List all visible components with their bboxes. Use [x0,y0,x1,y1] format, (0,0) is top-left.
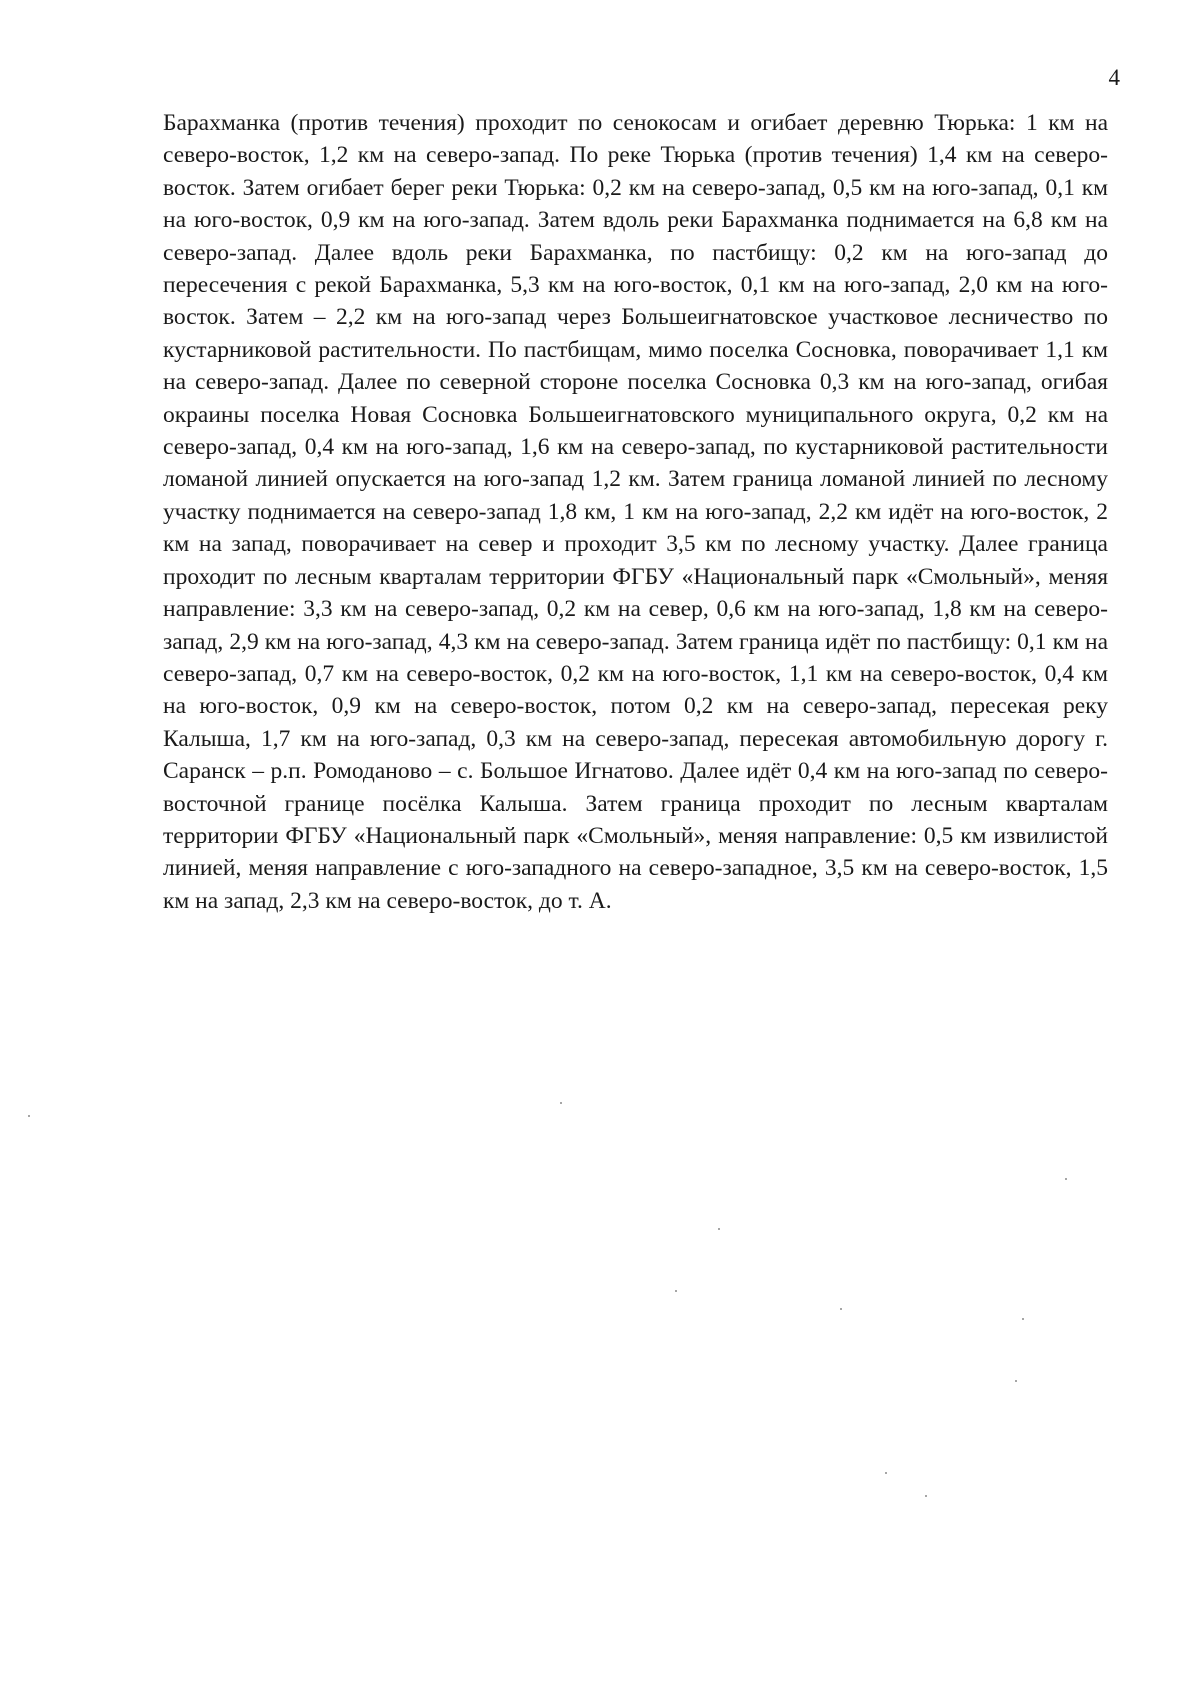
scan-speck [718,1228,720,1230]
scan-speck [925,1495,927,1497]
scan-speck [675,1290,677,1292]
scan-speck [1065,1178,1067,1180]
page-number: 4 [1108,65,1120,90]
scan-speck [560,1102,562,1104]
body-paragraph: Барахманка (против течения) проходит по сенокосам и огибает деревню Тюрька: 1 км на северо-восток, 1,2 км на северо-запад. По реке Тюрька (против течения) 1,4 км на северо-восток. Затем огибает берег реки Тюрька: 0,2 км на северо-запад, 0,5 км на юго-запад, 0,1 км на юго-восток, 0,9 км на юго-запад. Затем вдоль реки Барахманка поднимается на 6,8 км на северо-запад. Далее вдоль реки Барахманка, по пастбищу: 0,2 км на юго-запад до пересечения с рекой Барахманка, 5,3 км на юго-восток, 0,1 км на юго-запад, 2,0 км на юго-восток. Затем – 2,2 км на юго-запад через Большеигнатовское участковое лесничество по кустарниковой растительности. По пастбищам, мимо поселка Сосновка, поворачивает 1,1 км на северо-запад. Далее по северной стороне поселка Сосновка 0,3 км на юго-запад, огибая окраины поселка Новая Сосновка Большеигнатовского муниципального округа, 0,2 км на северо-запад, 0,4 км на юго-запад, 1,6 км на северо-запад, по кустарниковой растительности ломаной линией опускается на юго-запад 1,2 км. Затем граница ломаной линией по лесному участку поднимается на северо-запад 1,8 км, 1 км на юго-запад, 2,2 км идёт на юго-восток, 2 км на запад, поворачивает на север и проходит 3,5 км по лесному участку. Далее граница проходит по лесным кварталам территории ФГБУ «Национальный парк «Смольный», меняя направление: 3,3 км на северо-запад, 0,2 км на север, 0,6 км на юго-запад, 1,8 км на северо-запад, 2,9 км на юго-запад, 4,3 км на северо-запад. Затем граница идёт по пастбищу: 0,1 км на северо-запад, 0,7 км на северо-восток, 0,2 км на юго-восток, 1,1 км на северо-восток, 0,4 км на юго-восток, 0,9 км на северо-восток, потом 0,2 км на северо-запад, пересекая реку Калыша, 1,7 км на юго-запад, 0,3 км на северо-запад, пересекая автомобильную дорогу г. Саранск – р.п. Ромоданово – с. Большое Игнатово. Далее идёт 0,4 км на юго-запад по северо-восточной границе посёлка Калыша. Затем граница проходит по лесным кварталам территории ФГБУ «Национальный парк «Смольный», меняя направление: 0,5 км извилистой линией, меняя направление с юго-западного на северо-западное, 3,5 км на северо-восток, 1,5 км на запад, 2,3 км на северо-восток, до т. А. [163,110,1108,914]
scan-speck [885,1472,887,1474]
scan-speck [28,1115,30,1117]
scan-speck [1022,1318,1024,1320]
scan-speck [840,1308,842,1310]
scan-speck [1015,1380,1017,1382]
